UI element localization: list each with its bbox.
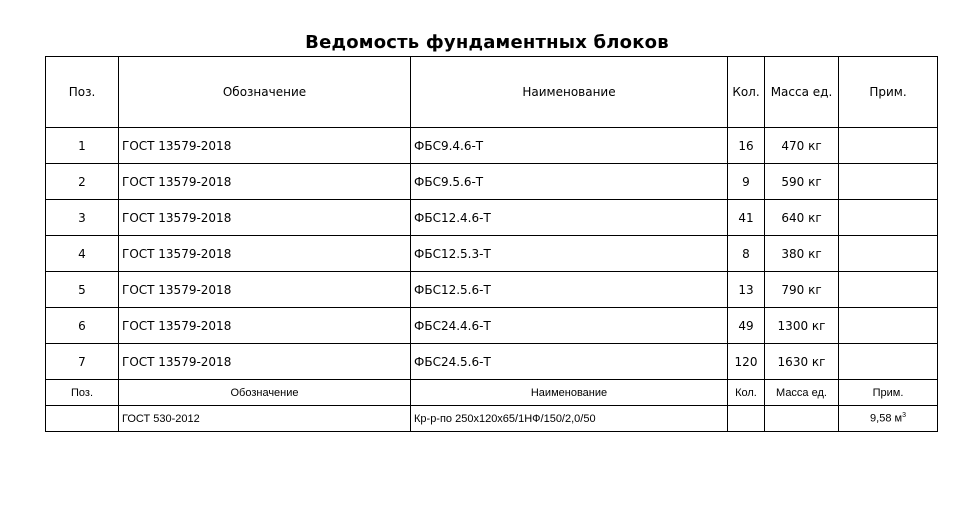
cell-qty: 120: [728, 344, 765, 380]
header-designation: Обозначение: [119, 57, 411, 128]
header2-pos: Поз.: [46, 380, 119, 406]
cell-designation: ГОСТ 13579-2018: [119, 308, 411, 344]
cell-mass: 1630 кг: [765, 344, 839, 380]
header-name: Наименование: [411, 57, 728, 128]
cell-mass: 470 кг: [765, 128, 839, 164]
table-row: [46, 164, 938, 200]
header-note: Прим.: [839, 57, 938, 128]
cell-designation: ГОСТ 13579-2018: [119, 200, 411, 236]
cell-designation: ГОСТ 13579-2018: [119, 128, 411, 164]
header2-mass: Масса ед.: [765, 380, 839, 406]
cell-qty: 9: [728, 164, 765, 200]
header2-qty: Кол.: [728, 380, 765, 406]
cell-note: [839, 128, 938, 164]
brick-row: [46, 406, 938, 432]
header-pos: Поз.: [46, 57, 119, 128]
cell-note: [839, 308, 938, 344]
cell-note: [839, 272, 938, 308]
cell-mass: [765, 406, 839, 432]
cell-pos: 7: [46, 344, 119, 380]
cell-qty: 41: [728, 200, 765, 236]
table-row: [46, 128, 938, 164]
cell-qty: 16: [728, 128, 765, 164]
cell-mass: 380 кг: [765, 236, 839, 272]
note-volume-unit-exponent: 3: [902, 412, 906, 420]
secondary-header-row: [46, 380, 938, 406]
note-volume-value: 9,58 м: [870, 412, 903, 425]
table-row: [46, 272, 938, 308]
cell-pos: 3: [46, 200, 119, 236]
document-title: Ведомость фундаментных блоков: [305, 32, 669, 53]
cell-designation: ГОСТ 13579-2018: [119, 344, 411, 380]
cell-designation: ГОСТ 13579-2018: [119, 164, 411, 200]
table-header-row: [46, 57, 938, 128]
cell-qty: 13: [728, 272, 765, 308]
cell-name: ФБС12.5.3-Т: [411, 236, 728, 272]
header-qty: Кол.: [728, 57, 765, 128]
cell-pos: 6: [46, 308, 119, 344]
cell-note: [839, 164, 938, 200]
table-row: [46, 236, 938, 272]
cell-name: ФБС9.5.6-Т: [411, 164, 728, 200]
header2-note: Прим.: [839, 380, 938, 406]
cell-qty: 8: [728, 236, 765, 272]
cell-mass: 1300 кг: [765, 308, 839, 344]
cell-note: [839, 344, 938, 380]
cell-pos: 4: [46, 236, 119, 272]
cell-pos: 2: [46, 164, 119, 200]
cell-note: [839, 236, 938, 272]
cell-name: ФБС12.4.6-Т: [411, 200, 728, 236]
cell-designation: ГОСТ 530-2012: [119, 406, 411, 432]
cell-mass: 790 кг: [765, 272, 839, 308]
table-row: [46, 200, 938, 236]
cell-pos: [46, 406, 119, 432]
table-row: [46, 344, 938, 380]
cell-qty: 49: [728, 308, 765, 344]
table-row: [46, 308, 938, 344]
cell-pos: 1: [46, 128, 119, 164]
cell-name: Кр-р-по 250х120х65/1НФ/150/2,0/50: [411, 406, 728, 432]
foundation-blocks-table: [45, 56, 938, 432]
header2-designation: Обозначение: [119, 380, 411, 406]
cell-designation: ГОСТ 13579-2018: [119, 272, 411, 308]
cell-name: ФБС12.5.6-Т: [411, 272, 728, 308]
header2-name: Наименование: [411, 380, 728, 406]
cell-designation: ГОСТ 13579-2018: [119, 236, 411, 272]
cell-qty: [728, 406, 765, 432]
header-mass: Масса ед.: [765, 57, 839, 128]
cell-mass: 590 кг: [765, 164, 839, 200]
cell-name: ФБС24.5.6-Т: [411, 344, 728, 380]
cell-name: ФБС24.4.6-Т: [411, 308, 728, 344]
cell-pos: 5: [46, 272, 119, 308]
cell-name: ФБС9.4.6-Т: [411, 128, 728, 164]
cell-note: [839, 406, 938, 432]
cell-mass: 640 кг: [765, 200, 839, 236]
cell-note: [839, 200, 938, 236]
